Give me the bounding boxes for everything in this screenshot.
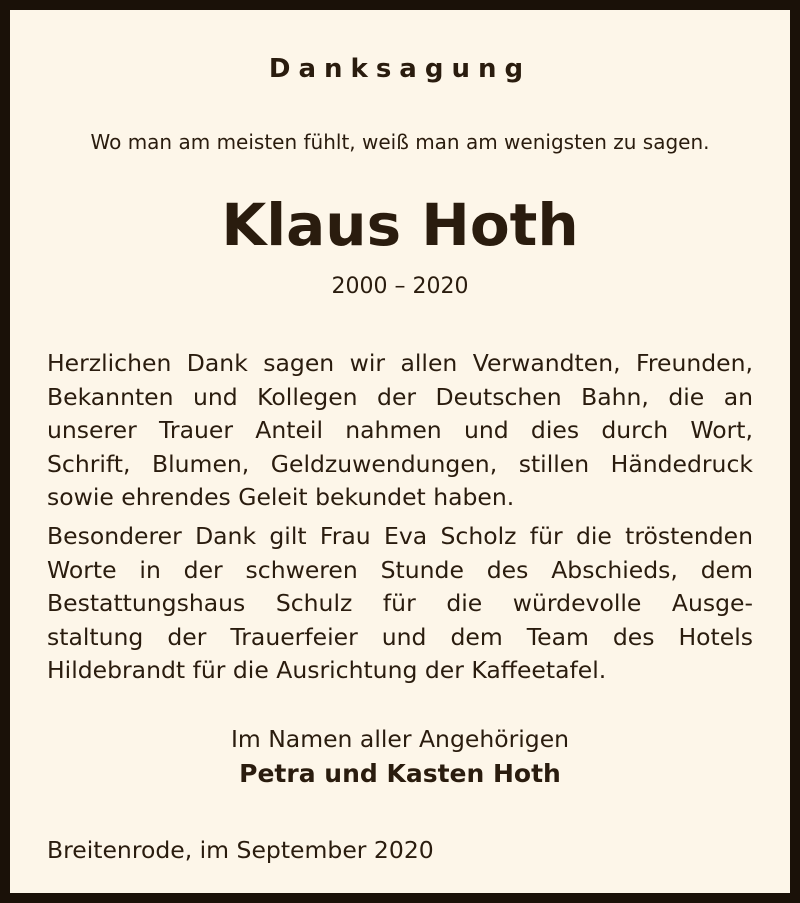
paragraph-line: Herzlichen Dank sagen wir allen Verwandten, Freunden, <box>47 349 753 377</box>
paragraph-line: unserer Trauer Anteil nahmen und dies durch Wort, <box>47 416 753 444</box>
thanks-paragraph <box>47 347 753 515</box>
signers-names: Petra und Kasten Hoth <box>239 759 561 788</box>
paragraph-line: Schrift, Blumen, Geldzuwendungen, stillen Händedruck <box>47 449 753 478</box>
paragraph-line: Worte in der schweren Stunde des Abschieds, dem <box>47 555 753 584</box>
place-date: Breitenrode, im September 2020 <box>47 836 434 864</box>
obituary-notice <box>10 10 790 893</box>
quote-line: Wo man am meisten fühlt, weiß man am wenigsten zu sagen. <box>90 130 710 154</box>
notice-heading: Danksagung <box>268 54 532 84</box>
paragraph-line: Bekannten und Kollegen der Deutschen Bahn, die an <box>47 382 753 411</box>
special-thanks-paragraph <box>47 520 753 688</box>
paragraph-line: Bestattungshaus Schulz für die würdevolle Ausge- <box>47 589 753 617</box>
deceased-name: Klaus Hoth <box>221 191 579 259</box>
life-years: 2000 – 2020 <box>331 274 469 299</box>
paragraph-line: staltung der Trauerfeier und dem Team des Hotels <box>47 622 753 651</box>
paragraph-line: Hildebrandt für die Ausrichtung der Kaffeetafel. <box>47 656 607 684</box>
paragraph-line: Besonderer Dank gilt Frau Eva Scholz für die tröstenden <box>47 522 753 550</box>
closing-line: Im Namen aller Angehörigen <box>230 725 570 753</box>
paragraph-line: sowie ehrendes Geleit bekundet haben. <box>47 483 515 511</box>
